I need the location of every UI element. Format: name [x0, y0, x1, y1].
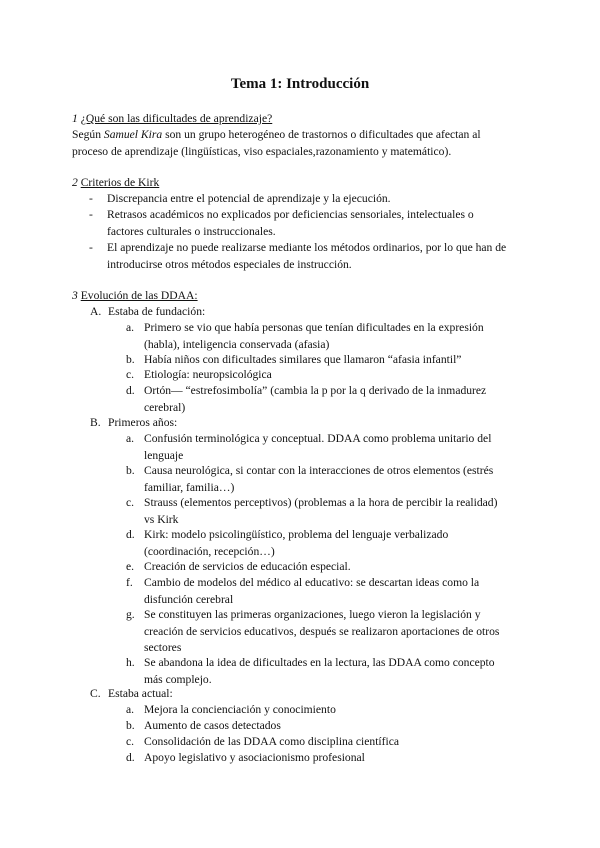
section-1-paragraph	[72, 127, 528, 160]
list-item-text: factores culturales o instruccionales.	[107, 224, 276, 238]
section-3-title: Evolución de las DDAA:	[80, 289, 198, 302]
list-item	[126, 463, 528, 496]
document-title: Tema 1: Introducción	[230, 76, 370, 92]
list-item-text: introducirse otros métodos especiales de instrucción.	[107, 257, 352, 271]
list-item-text: Confusión terminológica y conceptual. DDAA como problema unitario del	[144, 432, 492, 445]
list-item-text: Retrasos académicos no explicados por deficiencias sensoriales, intelectuales o	[107, 208, 474, 221]
list-marker: -	[89, 241, 93, 254]
list-item-text: sectores	[144, 641, 182, 655]
section-1-title: ¿Qué son las dificultades de aprendizaje?	[80, 112, 273, 125]
section-3-number: 3	[72, 289, 78, 302]
list-marker: e.	[126, 560, 135, 573]
list-item-text: Consolidación de las DDAA como disciplina científica	[144, 735, 400, 748]
list-item-text: Discrepancia entre el potencial de aprendizaje y la ejecución.	[107, 192, 391, 205]
list-marker: a.	[126, 432, 135, 445]
list-item	[126, 367, 528, 384]
list-item-text: lenguaje	[144, 448, 184, 462]
list-item-text: Ortón— “estrefosimbolía” (cambia la p por la q derivado de la inmadurez	[144, 384, 487, 397]
paragraph-text: Según	[72, 128, 104, 141]
list-item-text: Kirk: modelo psicolingüístico, problema del lenguaje verbalizado	[144, 528, 449, 541]
paragraph-text: son un grupo heterogéneo de trastornos o dificultades que afectan al	[162, 128, 481, 141]
list-item	[126, 559, 528, 576]
list-item-text: Etiología: neuropsicológica	[144, 368, 272, 381]
list-item	[89, 207, 528, 240]
list-marker: f.	[126, 576, 133, 589]
list-item-text: Causa neurológica, si contar con la interacciones de otros elementos (estrés	[144, 464, 494, 477]
list-marker: d.	[126, 751, 135, 764]
list-marker: g.	[126, 608, 135, 621]
list-item	[126, 527, 528, 560]
list-marker: d.	[126, 528, 135, 541]
list-item-text: cerebral)	[144, 400, 186, 414]
author-name: Samuel Kira	[103, 128, 163, 141]
list-item-text: (coordinación, recepción…)	[144, 544, 275, 558]
list-marker: B.	[90, 416, 101, 429]
list-marker: -	[89, 208, 93, 221]
section-2-title: Criterios de Kirk	[80, 176, 160, 189]
list-item	[126, 718, 528, 735]
list-item-text: Mejora la concienciación y conocimiento	[144, 703, 336, 716]
list-marker: h.	[126, 656, 135, 669]
list-item	[126, 655, 528, 688]
list-item	[126, 734, 528, 751]
list-item	[126, 702, 528, 719]
list-item-text: Cambio de modelos del médico al educativo: se descartan ideas como la	[144, 576, 480, 589]
list-item	[126, 575, 528, 608]
list-item-text: vs Kirk	[144, 512, 179, 526]
section-1-heading	[72, 111, 272, 128]
section-3-heading	[72, 288, 198, 305]
list-item-text: (habla), inteligencia conservada (afasia)	[144, 337, 330, 351]
list-item-text: Se constituyen las primeras organizaciones, luego vieron la legislación y	[144, 608, 481, 621]
list-item	[126, 495, 528, 528]
list-item-text: Strauss (elementos perceptivos) (problemas a la hora de percibir la realidad)	[144, 496, 498, 509]
list-item	[126, 607, 528, 657]
section-1-number: 1	[72, 112, 78, 125]
list-item	[89, 191, 528, 208]
list-item	[126, 320, 528, 353]
list-item-text: Apoyo legislativo y asociacionismo profesional	[144, 751, 365, 764]
list-item	[126, 431, 528, 464]
list-item-text: Se abandona la idea de dificultades en la lectura, las DDAA como concepto	[144, 656, 495, 669]
list-marker: A.	[90, 305, 102, 318]
list-marker: c.	[126, 496, 135, 509]
list-marker: a.	[126, 703, 135, 716]
subsection-c	[90, 686, 173, 703]
list-marker: C.	[90, 687, 101, 700]
list-marker: a.	[126, 321, 135, 334]
subsection-label: Primeros años:	[108, 416, 178, 429]
list-marker: c.	[126, 735, 135, 748]
list-item-text: Creación de servicios de educación especial.	[144, 560, 351, 573]
paragraph-text: proceso de aprendizaje (lingüísticas, viso espaciales,razonamiento y matemático).	[72, 144, 452, 158]
list-item-text: disfunción cerebral	[144, 592, 234, 606]
list-marker: c.	[126, 368, 135, 381]
list-marker: d.	[126, 384, 135, 397]
list-item-text: familiar, familia…)	[144, 480, 235, 494]
subsection-label: Estaba de fundación:	[108, 305, 206, 318]
list-item	[89, 240, 528, 273]
section-2-number: 2	[72, 176, 78, 189]
list-item-text: creación de servicios educativos, después se realizaron aportaciones de otros	[144, 624, 500, 638]
list-item	[126, 750, 528, 767]
list-item-text: más complejo.	[144, 672, 212, 686]
subsection-b	[90, 415, 178, 432]
list-item-text: Primero se vio que había personas que tenían dificultades en la expresión	[144, 321, 484, 334]
list-item	[126, 383, 528, 416]
list-marker: -	[89, 192, 93, 205]
subsection-a	[90, 304, 206, 321]
list-marker: b.	[126, 353, 135, 366]
list-marker: b.	[126, 719, 135, 732]
subsection-label: Estaba actual:	[108, 687, 173, 700]
section-2-heading	[72, 175, 159, 192]
list-marker: b.	[126, 464, 135, 477]
list-item-text: Aumento de casos detectados	[144, 719, 281, 732]
list-item-text: El aprendizaje no puede realizarse mediante los métodos ordinarios, por lo que han de	[107, 241, 507, 254]
list-item-text: Había niños con dificultades similares que llamaron “afasia infantil”	[144, 353, 462, 366]
